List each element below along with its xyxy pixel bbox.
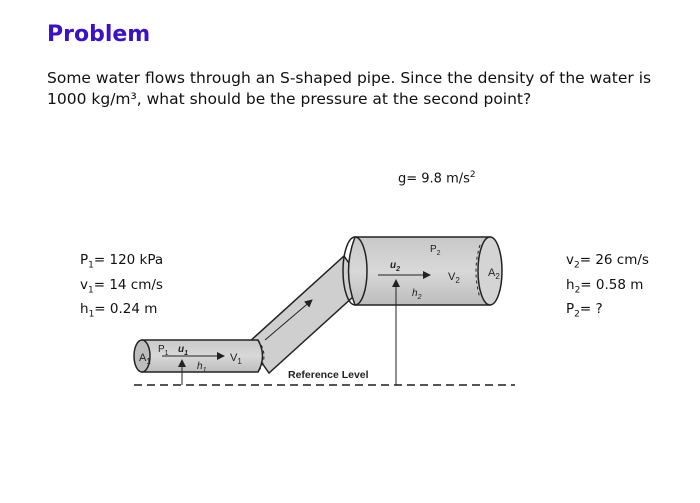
p1-subscript: 1	[88, 260, 94, 271]
h1-symbol: h	[80, 301, 89, 318]
h2-diagram-label: $h_2$	[412, 288, 422, 301]
v2-subscript: 2	[574, 260, 580, 271]
a2-label: $A_2$	[488, 267, 500, 281]
p1-symbol: P	[80, 252, 89, 268]
u1-diagram-label: $u_1$	[178, 344, 189, 357]
h1-diagram-label: $h_1$	[197, 361, 207, 374]
p2-diagram-label: $P_2$	[430, 244, 441, 257]
v2-symbol: v	[566, 252, 574, 268]
gravity-label: g= 9.8 m/s	[398, 171, 470, 187]
p2-symbol: P	[566, 301, 575, 318]
problem-statement: Some water flows through an S-shaped pipe. Since the density of the water is 1000 kg/m³, what should be the pressure at the second point?	[47, 69, 652, 108]
h1-subscript: 1	[88, 310, 95, 321]
v1-symbol: v	[80, 276, 88, 293]
p1-value: = 120 kPa	[93, 252, 164, 268]
gravity-exponent: 2	[469, 170, 476, 180]
reference-level-label: Reference Level	[288, 369, 369, 381]
h2-symbol: h	[566, 276, 575, 293]
v1-diagram-label: $V_1$	[230, 352, 242, 366]
v2-diagram-label: $V_2$	[448, 271, 460, 285]
h1-value: = 0.24 m	[94, 301, 158, 318]
p2-value: = ?	[579, 301, 603, 318]
a1-label: $A_1$	[139, 352, 151, 366]
v1-value: = 14 cm/s	[93, 276, 163, 293]
p1-diagram-label: $P_1$	[158, 344, 169, 357]
v1-subscript: 1	[88, 285, 94, 296]
slanted-pipe-section	[248, 256, 365, 373]
h2-value: = 0.58 m	[580, 276, 644, 293]
problem-heading: Problem	[47, 22, 151, 47]
v2-value: = 26 cm/s	[579, 252, 649, 268]
u2-diagram-label: $u_2$	[390, 260, 401, 273]
h2-subscript: 2	[574, 285, 581, 296]
p2-subscript: 2	[574, 310, 580, 321]
